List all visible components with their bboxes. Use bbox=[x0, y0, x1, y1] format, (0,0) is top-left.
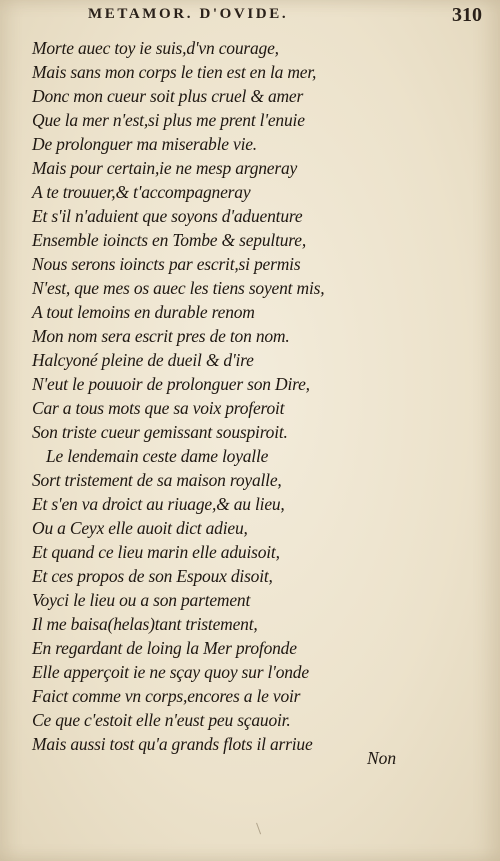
verse-line: Mais aussi tost qu'a grands flots il arriue bbox=[32, 734, 313, 754]
verse-line: A tout lemoins en durable renom bbox=[32, 302, 255, 322]
verse-line: Car a tous mots que sa voix proferoit bbox=[32, 398, 285, 418]
verse-line: En regardant de loing la Mer profonde bbox=[32, 638, 297, 658]
verse-line: N'est, que mes os auec les tiens soyent mis, bbox=[32, 278, 325, 298]
verse-line: Faict comme vn corps,encores a le voir bbox=[32, 686, 301, 706]
verse-line: Le lendemain ceste dame loyalle bbox=[46, 446, 269, 466]
verse-line: A te trouuer,& t'accompagneray bbox=[32, 182, 251, 202]
verse-line: Donc mon cueur soit plus cruel & amer bbox=[32, 86, 304, 106]
verse-line: Et quand ce lieu marin elle aduisoit, bbox=[32, 542, 280, 562]
verse-line: Mon nom sera escrit pres de ton nom. bbox=[32, 326, 290, 346]
verse-line: Et ces propos de son Espoux disoit, bbox=[32, 566, 273, 586]
verse-line: Que la mer n'est,si plus me prent l'enuie bbox=[32, 110, 305, 130]
verse-line: Et s'il n'aduient que soyons d'aduenture bbox=[32, 206, 303, 226]
verse-line: Voyci le lieu ou a son partement bbox=[32, 590, 251, 610]
paper-mark bbox=[256, 822, 264, 835]
verse-line: Et s'en va droict au riuage,& au lieu, bbox=[32, 494, 285, 514]
verse-line: Elle apperçoit ie ne sçay quoy sur l'onde bbox=[32, 662, 309, 682]
catchword: Non bbox=[367, 748, 397, 768]
verse-line: N'eut le pouuoir de prolonguer son Dire, bbox=[32, 374, 310, 394]
verse-line: Il me baisa(helas)tant tristement, bbox=[32, 614, 258, 634]
verse-line: Mais pour certain,ie ne mesp argneray bbox=[32, 158, 298, 178]
running-title: METAMOR. D'OVIDE. bbox=[88, 6, 289, 22]
verse-line: Morte auec toy ie suis,d'vn courage, bbox=[32, 38, 279, 58]
verse-line: Ou a Ceyx elle auoit dict adieu, bbox=[32, 518, 248, 538]
running-head bbox=[0, 0, 500, 34]
verse-line: Halcyoné pleine de dueil & d'ire bbox=[32, 350, 254, 370]
verse-line: Nous serons ioincts par escrit,si permis bbox=[32, 254, 301, 274]
page-number: 310 bbox=[452, 4, 482, 26]
verse-line: Son triste cueur gemissant souspiroit. bbox=[32, 422, 288, 442]
verse-line: Sort tristement de sa maison royalle, bbox=[32, 470, 282, 490]
verse-line: Ce que c'estoit elle n'eust peu sçauoir. bbox=[32, 710, 291, 730]
verse-line: Ensemble ioincts en Tombe & sepulture, bbox=[32, 230, 306, 250]
verse-line: De prolonguer ma miserable vie. bbox=[32, 134, 257, 154]
verse-line: Mais sans mon corps le tien est en la mer, bbox=[32, 62, 317, 82]
